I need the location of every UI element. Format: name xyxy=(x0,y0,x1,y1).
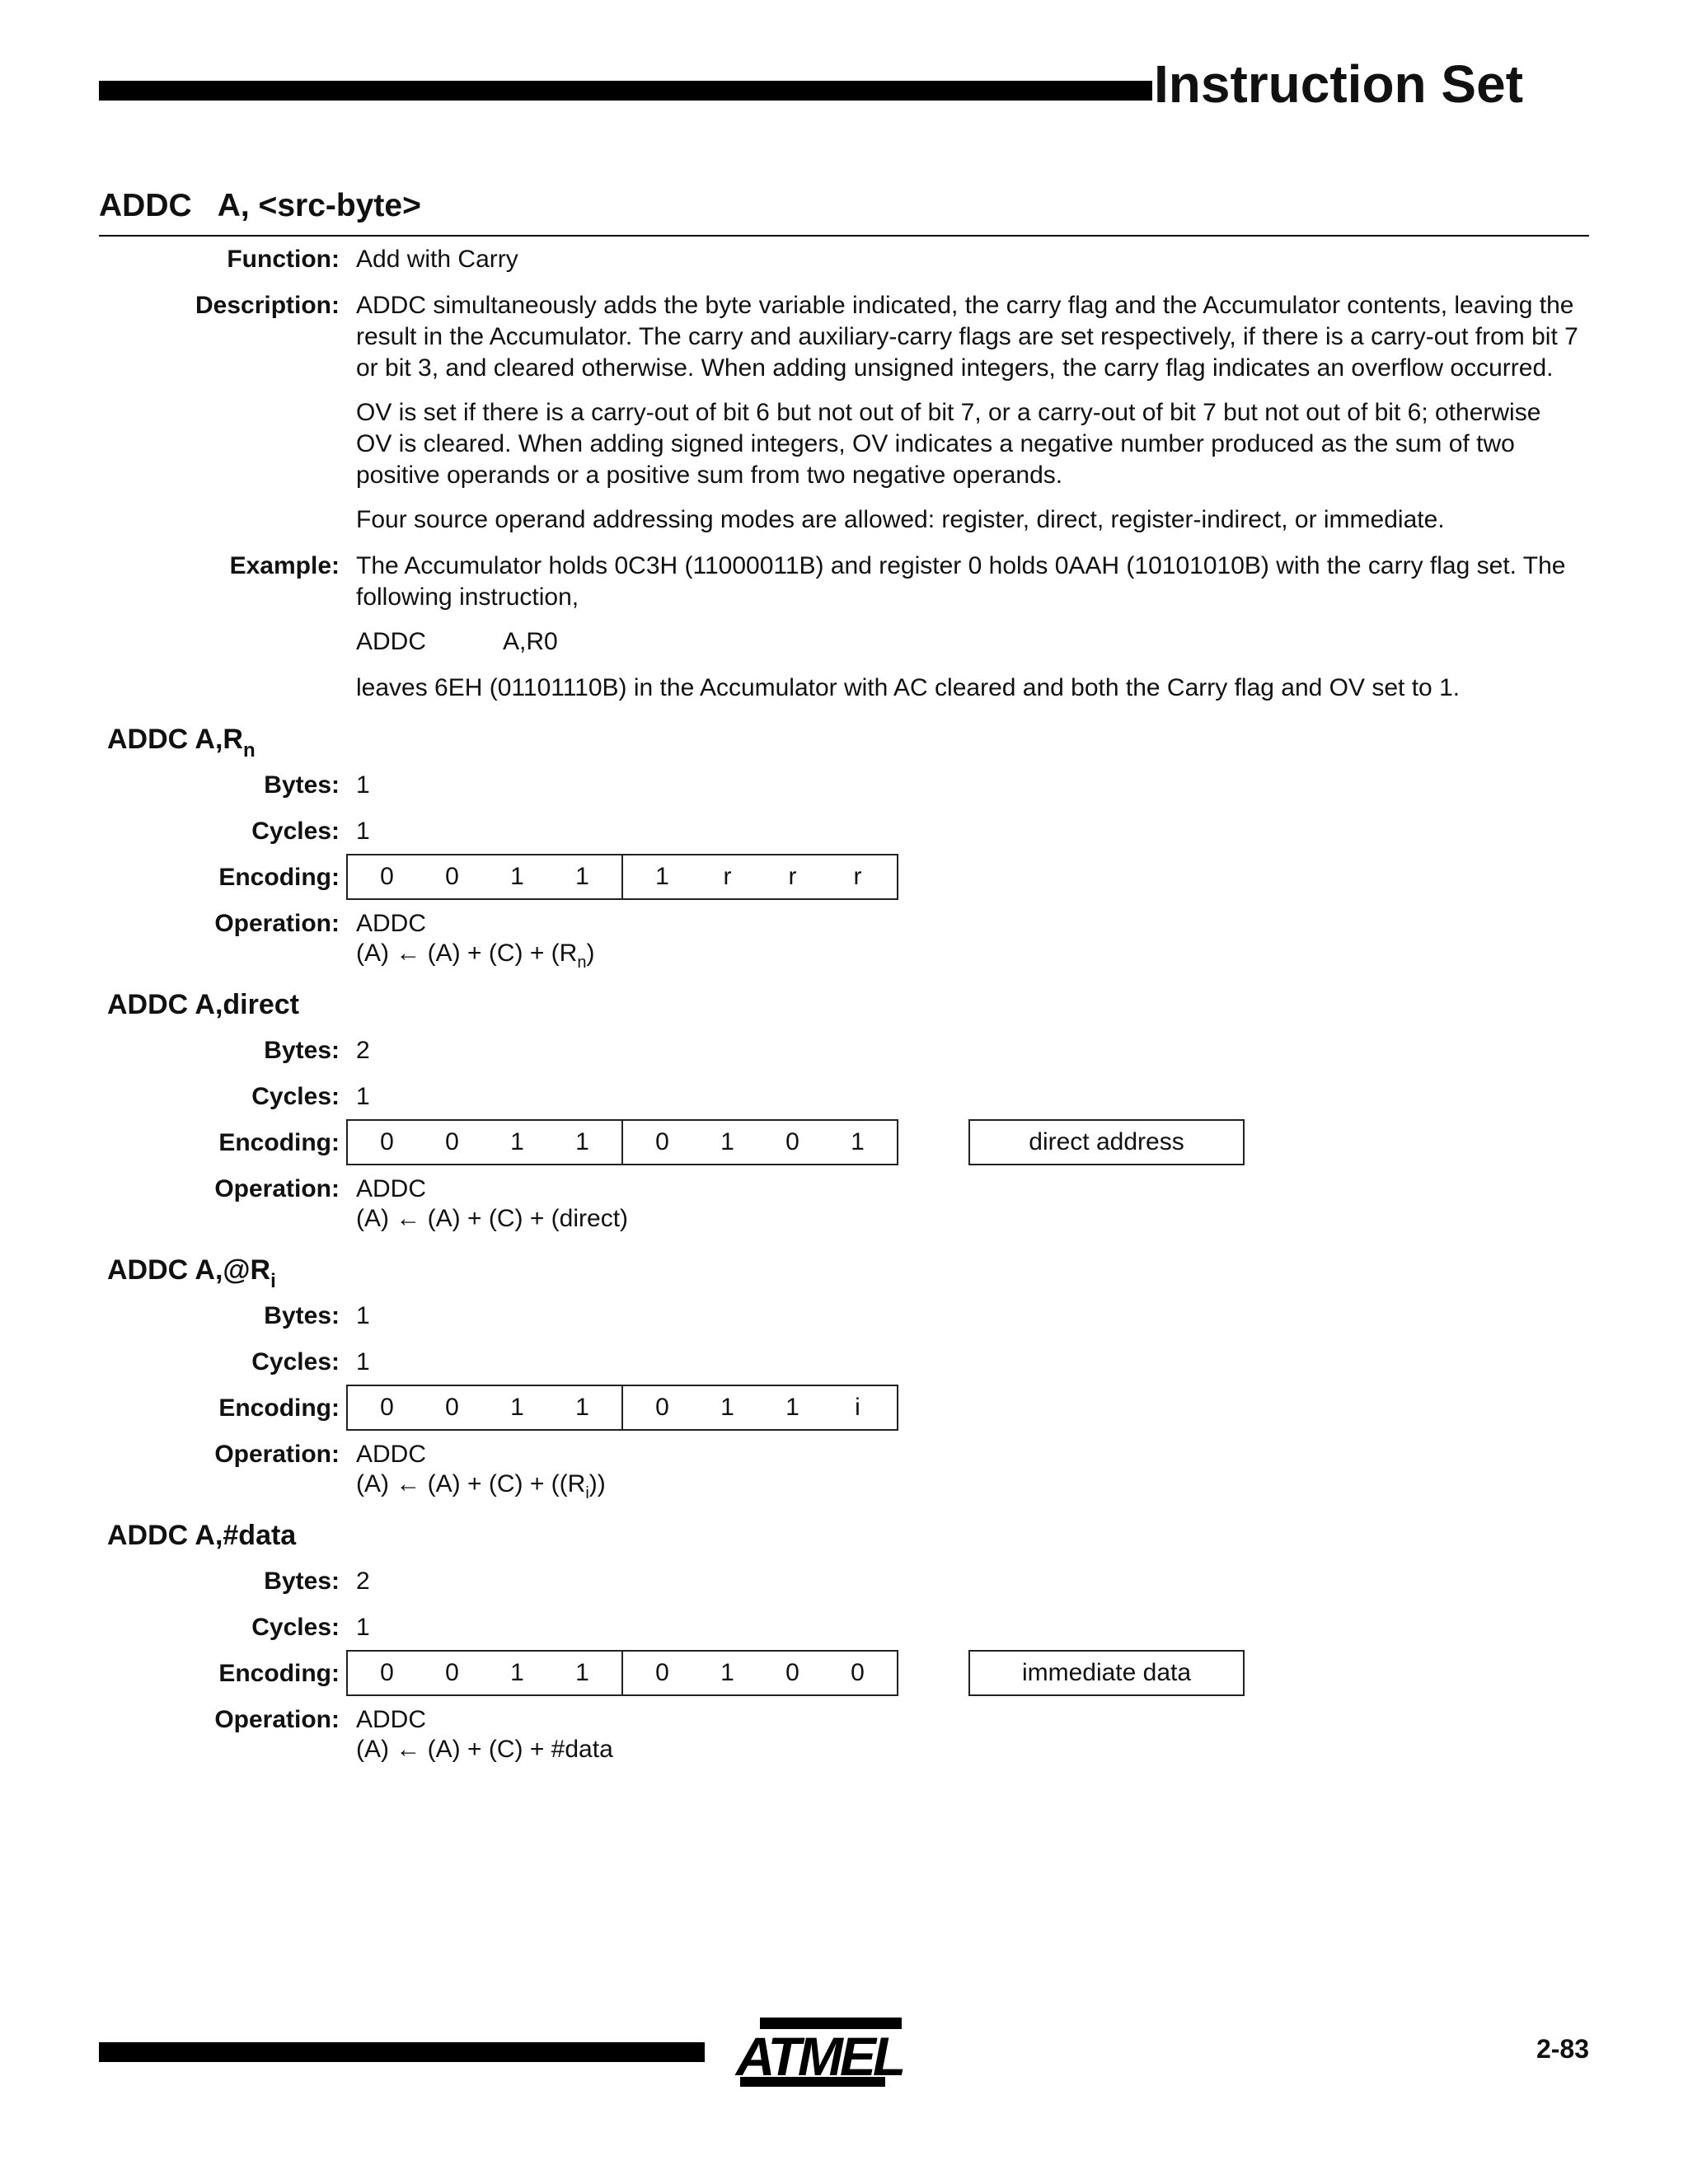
encoding-bit: r xyxy=(788,863,797,890)
encoding-bit: 1 xyxy=(655,863,669,890)
description-paragraph-1: ADDC simultaneously adds the byte variable indicated, the carry flag and the Accumulator contents, leaving the result in the Accumulator. The carry and auxiliary-carry flags are set respectively, if there is a carry-out from bit 7 or bit 3, and cleared otherwise. When adding unsigned integers, the carry flag indicates an overflow occurred. xyxy=(356,292,1578,382)
page-number: 2-83 xyxy=(1536,2034,1589,2064)
encoding-box xyxy=(346,1119,898,1165)
encoding-bit: 1 xyxy=(720,1128,734,1155)
encoding-bit: i xyxy=(855,1394,860,1421)
encoding-bit: 0 xyxy=(380,1394,394,1421)
encoding-bit: 1 xyxy=(851,1128,865,1155)
encoding-bit: 0 xyxy=(785,1659,799,1686)
example-code-op: ADDC xyxy=(356,628,427,655)
header-rule xyxy=(99,81,1152,101)
encoding-bit: 0 xyxy=(655,1659,669,1686)
encoding-bit: 1 xyxy=(785,1394,799,1421)
bytes-label: Bytes: xyxy=(264,1302,340,1329)
encoding-bit: 1 xyxy=(510,1128,524,1155)
encoding-bit: 0 xyxy=(655,1394,669,1421)
example-label: Example: xyxy=(229,552,340,579)
cycles-label: Cycles: xyxy=(251,818,340,845)
operation-label: Operation: xyxy=(214,1706,340,1733)
description-label: Description: xyxy=(195,292,340,319)
encoding-bit: 1 xyxy=(575,1394,589,1421)
encoding-bit: 0 xyxy=(380,863,394,890)
cycles-value: 1 xyxy=(356,818,370,845)
operation-expression: (A) ← $(A) + (C) + ((R_i))$ xyxy=(356,1470,606,1502)
encoding-bit: 0 xyxy=(380,1659,394,1686)
bytes-value: 1 xyxy=(356,771,370,799)
operation-label: Operation: xyxy=(214,910,340,937)
example-paragraph-1: The Accumulator holds 0C3H (11000011B) and register 0 holds 0AAH (10101010B) with the carry flag set. The following instruction, xyxy=(356,552,1566,611)
operation-name: ADDC xyxy=(356,1175,427,1202)
operation-label: Operation: xyxy=(214,1175,340,1202)
encoding-label: Encoding: xyxy=(218,1660,340,1687)
encoding-bit: 0 xyxy=(445,1128,459,1155)
chapter-title: Instruction Set xyxy=(1153,54,1523,114)
bytes-value: 2 xyxy=(356,1568,370,1595)
cycles-value: 1 xyxy=(356,1614,370,1641)
encoding-bit: 1 xyxy=(575,1128,589,1155)
encoding-bit: 1 xyxy=(510,863,524,890)
operation-name: ADDC xyxy=(356,1706,427,1733)
cycles-label: Cycles: xyxy=(251,1083,340,1110)
description-paragraph-2: OV is set if there is a carry-out of bit 6 but not out of bit 7, or a carry-out of bit 7 but not out of bit 6; otherwise OV is cleared. When adding signed integers, OV indicates a negative number produced as the sum of two positive operands or a positive sum from two negative operands. xyxy=(356,399,1541,489)
encoding-bit: 1 xyxy=(510,1394,524,1421)
atmel-logo xyxy=(732,2011,905,2097)
encoding-bit: r xyxy=(853,863,862,890)
encoding-bit: 1 xyxy=(575,863,589,890)
encoding-bit: 0 xyxy=(445,1659,459,1686)
footer-rule xyxy=(99,2042,705,2062)
immediate-data-box: immediate data xyxy=(968,1650,1245,1696)
operation-expression: (A) ← $(A) + (C) + (R_n)$ xyxy=(356,940,595,972)
encoding-label: Encoding: xyxy=(218,1129,340,1156)
encoding-bit: 1 xyxy=(720,1394,734,1421)
encoding-bit: 0 xyxy=(445,863,459,890)
encoding-bit: 1 xyxy=(575,1659,589,1686)
cycles-value: 1 xyxy=(356,1083,370,1110)
encoding-bit: 0 xyxy=(785,1128,799,1155)
encoding-label: Encoding: xyxy=(218,864,340,891)
title-underline xyxy=(99,235,1589,237)
bytes-label: Bytes: xyxy=(264,771,340,799)
cycles-label: Cycles: xyxy=(251,1348,340,1376)
bytes-label: Bytes: xyxy=(264,1568,340,1595)
encoding-bit: 1 xyxy=(510,1659,524,1686)
section-title-immediate: ADDC A,#data xyxy=(107,1520,297,1551)
encoding-box xyxy=(346,1385,898,1431)
direct-address-box: direct address xyxy=(968,1119,1245,1165)
example-paragraph-2: leaves 6EH (01101110B) in the Accumulator with AC cleared and both the Carry flag and OV set to 1. xyxy=(356,674,1461,701)
encoding-bit: 0 xyxy=(851,1659,865,1686)
section-title-register: ADDC $A,R_n$ xyxy=(107,724,256,762)
encoding-bit: 0 xyxy=(445,1394,459,1421)
cycles-label: Cycles: xyxy=(251,1614,340,1641)
encoding-bit: r xyxy=(723,863,732,890)
encoding-box xyxy=(346,1650,898,1696)
operation-name: ADDC xyxy=(356,910,427,937)
section-title-direct: ADDC A,direct xyxy=(107,989,299,1020)
bytes-label: Bytes: xyxy=(264,1037,340,1064)
example-code-args: A,R0 xyxy=(503,628,558,655)
function-value: Add with Carry xyxy=(356,246,518,273)
encoding-label: Encoding: xyxy=(218,1394,340,1422)
encoding-bit: 1 xyxy=(720,1659,734,1686)
operation-expression: (A) ← (A) + (C) + #data xyxy=(356,1736,613,1763)
section-title-indirect: ADDC $A,@R_i$ xyxy=(107,1254,276,1292)
bytes-value: 2 xyxy=(356,1037,370,1064)
function-label: Function: xyxy=(227,246,340,273)
instruction-title: ADDC A, <src-byte> xyxy=(99,188,421,223)
svg-text:ATMEL: ATMEL xyxy=(735,2026,903,2087)
encoding-box xyxy=(346,854,898,900)
operation-expression: (A) ← (A) + (C) + (direct) xyxy=(356,1205,629,1232)
encoding-bit: 0 xyxy=(655,1128,669,1155)
encoding-bit: 0 xyxy=(380,1128,394,1155)
cycles-value: 1 xyxy=(356,1348,370,1376)
description-paragraph-3: Four source operand addressing modes are allowed: register, direct, register-indirect, or immediate. xyxy=(356,506,1445,533)
bytes-value: 1 xyxy=(356,1302,370,1329)
operation-label: Operation: xyxy=(214,1441,340,1468)
operation-name: ADDC xyxy=(356,1441,427,1468)
